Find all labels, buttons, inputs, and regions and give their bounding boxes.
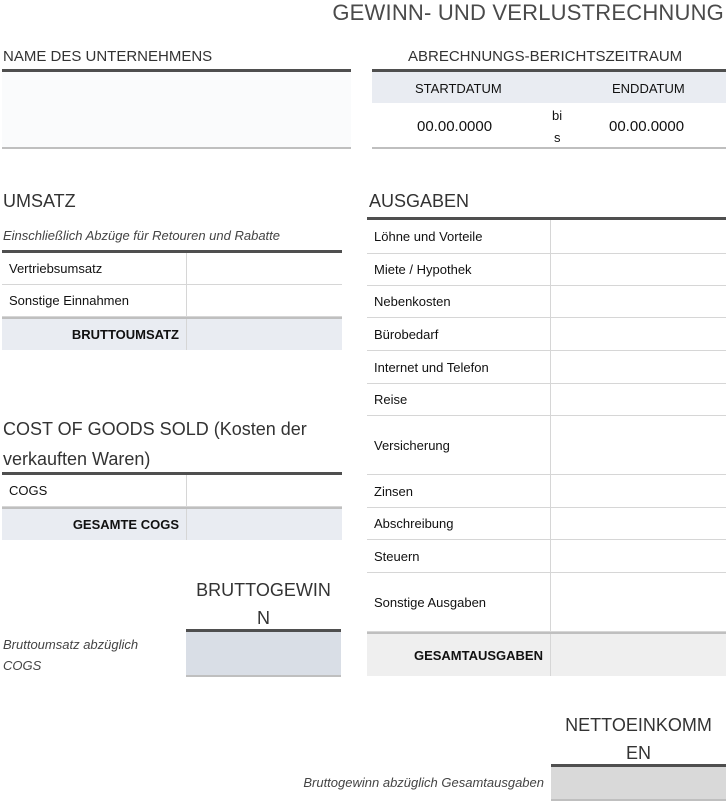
start-date-label: STARTDATUM [415, 81, 502, 96]
row-label: COGS [2, 475, 187, 506]
table-row [367, 318, 726, 351]
table-row [367, 351, 726, 384]
cogs-input[interactable] [187, 475, 342, 506]
page-title: GEWINN- UND VERLUSTRECHNUNG [332, 0, 724, 25]
row-label: Löhne und Vorteile [367, 220, 551, 253]
bruttoumsatz-label: BRUTTOUMSATZ [2, 319, 187, 350]
table-row [2, 253, 342, 285]
nebenkosten-input[interactable] [551, 286, 726, 317]
company-name-input[interactable] [2, 69, 351, 149]
table-row [367, 254, 726, 286]
bruttogewinn-heading [186, 576, 341, 632]
gesamte-cogs-value [187, 509, 342, 540]
table-row [367, 475, 726, 508]
table-row [367, 416, 726, 475]
vertriebsumsatz-input[interactable] [187, 253, 342, 284]
umsatz-heading: UMSATZ [3, 191, 76, 211]
ausgaben-heading: AUSGABEN [369, 191, 470, 211]
total-row [2, 317, 342, 350]
cogs-heading-line1: COST OF GOODS SOLD (Kosten der [3, 419, 307, 439]
end-date-input[interactable]: 00.00.0000 [609, 118, 685, 135]
table-row [367, 540, 726, 573]
buerobedarf-input[interactable] [551, 318, 726, 350]
bruttogewinn-note [3, 634, 138, 676]
gesamtausgaben-label: GESAMTAUSGABEN [367, 634, 551, 676]
netto-value [551, 764, 726, 801]
date-separator-bottom: s [554, 130, 561, 145]
internet-input[interactable] [551, 351, 726, 383]
loehne-input[interactable] [551, 220, 726, 253]
versicherung-input[interactable] [551, 416, 726, 474]
umsatz-table [2, 250, 342, 350]
table-row [2, 285, 342, 317]
netto-heading [551, 711, 726, 767]
bruttogewinn-note-line1: Bruttoumsatz abzüglich [3, 637, 139, 652]
row-label: Abschreibung [367, 508, 551, 539]
row-label: Sonstige Ausgaben [367, 573, 551, 631]
company-name-label: NAME DES UNTERNEHMENS [3, 48, 213, 65]
row-label: Nebenkosten [367, 286, 551, 317]
row-label: Bürobedarf [367, 318, 551, 350]
total-row [2, 507, 342, 540]
table-row [2, 475, 342, 507]
bruttogewinn-heading-line1: BRUTTOGEWIN [196, 580, 331, 600]
reise-input[interactable] [551, 384, 726, 415]
row-label: Reise [367, 384, 551, 415]
end-date-label: ENDDATUM [612, 81, 685, 96]
start-date-input[interactable]: 00.00.0000 [417, 118, 493, 135]
row-label: Miete / Hypothek [367, 254, 551, 285]
ausgaben-table [367, 217, 726, 676]
netto-heading-line2: EN [625, 743, 651, 763]
row-label: Zinsen [367, 475, 551, 507]
date-separator-top: bi [552, 108, 563, 123]
gesamte-cogs-label: GESAMTE COGS [2, 509, 187, 540]
bruttogewinn-note-line2: COGS [3, 658, 42, 673]
row-label: Steuern [367, 540, 551, 572]
zinsen-input[interactable] [551, 475, 726, 507]
period-label: ABRECHNUNGS-BERICHTSZEITRAUM [408, 48, 683, 65]
cogs-table [2, 472, 342, 540]
period-box [372, 69, 726, 149]
total-row [367, 632, 726, 676]
row-label: Vertriebsumsatz [2, 253, 187, 284]
miete-input[interactable] [551, 254, 726, 285]
netto-heading-line1: NETTOEINKOMM [565, 715, 712, 735]
bruttogewinn-value [186, 629, 341, 677]
gesamtausgaben-value [551, 634, 726, 676]
bruttoumsatz-value [187, 319, 342, 350]
table-row [367, 220, 726, 254]
table-row [367, 508, 726, 540]
steuern-input[interactable] [551, 540, 726, 572]
row-label: Versicherung [367, 416, 551, 474]
abschreibung-input[interactable] [551, 508, 726, 539]
umsatz-note: Einschließlich Abzüge für Retouren und Rabatte [3, 228, 281, 243]
table-row [367, 286, 726, 318]
row-label: Internet und Telefon [367, 351, 551, 383]
bruttogewinn-heading-line2: N [257, 608, 270, 628]
sonstige-ausgaben-input[interactable] [551, 573, 726, 631]
table-row [367, 573, 726, 632]
sonstige-einnahmen-input[interactable] [187, 285, 342, 316]
netto-note: Bruttogewinn abzüglich Gesamtausgaben [303, 775, 544, 790]
table-row [367, 384, 726, 416]
row-label: Sonstige Einnahmen [2, 285, 187, 316]
cogs-heading-line2: verkauften Waren) [3, 449, 151, 469]
